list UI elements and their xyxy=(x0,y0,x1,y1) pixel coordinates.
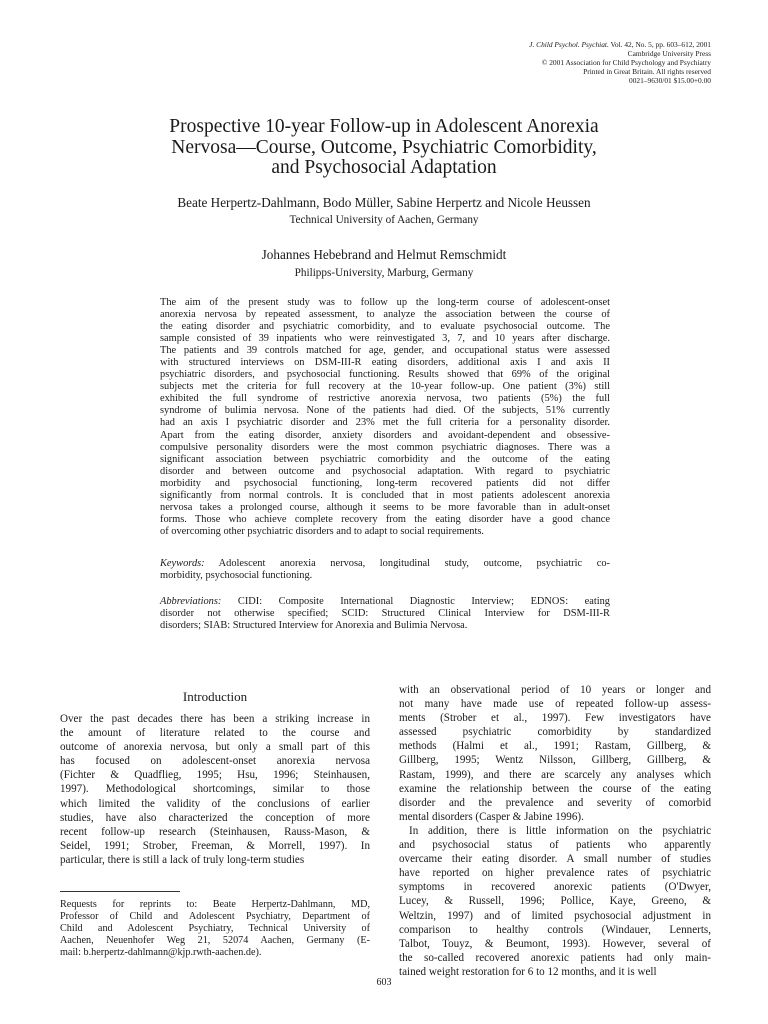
body-line: not many have made use of repeated follow-up assess- xyxy=(399,698,711,711)
body-line: and psychosocial status of patients who apparently xyxy=(399,839,711,852)
journal-citation-line xyxy=(391,40,711,49)
abbreviations-line xyxy=(160,596,610,608)
footnote-line: Child and Adolescent Psychiatry, Technical University of xyxy=(60,923,370,935)
abbreviations-line: disorder not otherwise specified; SCID: Structured Clinical Interview for DSM-III-R xyxy=(160,608,610,619)
page-number: 603 xyxy=(376,977,392,988)
abstract-line: sample consisted of 39 inpatients who were reinvestigated 3, 7, and 10 years after discharge. xyxy=(160,333,610,345)
body-column-right xyxy=(399,683,711,979)
footnote-rule xyxy=(60,891,180,892)
body-line: disorder and the prevalence and severity of comorbid xyxy=(399,796,711,809)
body-line: Seidel, 1991; Strober, Freeman, & Morrell, 1997). In xyxy=(60,839,370,852)
body-line: Rastam, 1999), and there are scarcely any analyses which xyxy=(399,768,711,781)
abstract-line: anorexia nervosa by repeated assessment, to analyze the association between the course of xyxy=(160,309,610,321)
abstract-line: Apart from the eating disorder, anxiety disorders and avoidant-dependent and obsessive- xyxy=(160,429,610,441)
abstract-line: had an axis I psychiatric disorder and 23% met the full criteria for a personality disorder. xyxy=(160,417,610,429)
body-column-left xyxy=(60,712,370,867)
body-line: have reported on higher prevalence rates of psychiatric xyxy=(399,867,711,880)
body-line: assessed psychiatric comorbidity by standardized xyxy=(399,726,711,739)
footnote-line: mail: b.herpertz-dahlmann@kjp.rwth-aachen.de). xyxy=(60,947,262,959)
body-line: with an observational period of 10 years or longer and xyxy=(399,684,711,696)
abstract-line: syndrome of bulimia nervosa. None of the patients had died. Of the subjects, 51% currently xyxy=(160,405,610,417)
abstract xyxy=(160,297,610,538)
abstract-line: disorder and between outcome and psychosocial adaptation. With regard to psychiatric xyxy=(160,465,610,477)
abstract-line: morbidity and psychosocial functioning, long-term recovered patients did not differ xyxy=(160,477,610,489)
footnote xyxy=(60,899,370,959)
abbreviations-text: CIDI: Composite International Diagnostic Interview; EDNOS: eating xyxy=(221,596,610,607)
abbreviations xyxy=(160,596,610,632)
body-line: tained weight restoration for 6 to 12 months, and it is well xyxy=(399,965,657,978)
body-line: overcame their eating disorder. A small number of studies xyxy=(399,853,711,866)
body-line: the amount of literature related to the course and xyxy=(60,727,370,740)
copyright: © 2001 Association for Child Psychology and Psychiatry xyxy=(541,58,711,67)
abstract-line: The aim of the present study was to follow up the long-term course of adolescent-onset xyxy=(160,297,610,308)
printed-note: Printed in Great Britain. All rights reserved xyxy=(583,67,711,76)
author-list-2: Johannes Hebebrand and Helmut Remschmidt xyxy=(261,247,507,262)
keywords-text: Adolescent anorexia nervosa, longitudinal study, outcome, psychiatric co- xyxy=(204,558,610,569)
body-line: mental disorders (Casper & Jabine 1996). xyxy=(399,810,584,823)
footnote-line: Requests for reprints to: Beate Herpertz-Dahlmann, MD, xyxy=(60,899,370,910)
journal-header xyxy=(391,40,711,85)
keywords xyxy=(160,558,610,582)
body-line: the so-called recovered anorexic patients had only main- xyxy=(399,951,711,964)
section-heading-introduction: Introduction xyxy=(182,689,248,704)
body-line: Lucey, & Russell, 1996; Pollice, Kaye, Greeno, & xyxy=(399,895,711,908)
body-line: particular, there is still a lack of truly long-term studies xyxy=(60,853,305,866)
body-line: outcome of anorexia nervosa, but only a small part of this xyxy=(60,741,370,754)
abstract-line: significantly from normal controls. It is concluded that in most patients adolescent anorexia xyxy=(160,489,610,501)
abstract-line: compulsive personality disorders were the most common psychiatric diagnoses. There was a xyxy=(160,441,610,453)
abstract-line: The patients and 39 controls matched for age, gender, and occupational status were assessed xyxy=(160,345,610,357)
journal-name: J. Child Psychol. Psychiat. xyxy=(529,40,609,49)
abbreviations-label: Abbreviations: xyxy=(160,596,222,607)
body-line: which limited the validity of the conclusions of earlier xyxy=(60,797,370,810)
author-list-1: Beate Herpertz-Dahlmann, Bodo Müller, Sabine Herpertz and Nicole Heussen xyxy=(177,195,591,210)
issn: 0021–9630/01 $15.00+0.00 xyxy=(629,76,711,85)
abstract-line: significant association between psychiatric comorbidity and the outcome of the eating xyxy=(160,453,610,465)
body-line: Over the past decades there has been a striking increase in xyxy=(60,713,370,725)
publisher: Cambridge University Press xyxy=(627,49,711,58)
title-line: and Psychosocial Adaptation xyxy=(271,157,497,178)
body-line: In addition, there is little information on the psychiatric xyxy=(409,824,711,837)
footnote-line: Professor of Child and Adolescent Psychiatry, Department of xyxy=(60,911,370,923)
affiliation-1: Technical University of Aachen, Germany xyxy=(289,214,479,226)
abbreviations-line: disorders; SIAB: Structured Interview for Anorexia and Bulimia Nervosa. xyxy=(160,620,468,631)
abstract-line: of overcoming other psychiatric disorders and to adapt to social requirements. xyxy=(160,525,485,537)
keywords-label: Keywords: xyxy=(160,558,205,569)
affiliation-2: Philipps-University, Marburg, Germany xyxy=(294,267,474,279)
title-line: Nervosa—Course, Outcome, Psychiatric Comorbidity, xyxy=(171,136,597,158)
paper-title xyxy=(90,117,678,179)
body-line: (Fichter & Quadflieg, 1995; Hsu, 1996; Steinhausen, xyxy=(60,769,370,782)
body-line: studies, have also characterized the conception of more xyxy=(60,811,370,824)
abstract-line: nervosa takes a prolonged course, although it seems to be more favorable than in adult-onset xyxy=(160,501,610,513)
abstract-line: exhibited the full syndrome of restrictive anorexia nervosa, two patients (5%) the full xyxy=(160,393,610,405)
abstract-line: subjects met the criteria for full recovery at the 10-year follow-up. One patient (3%) still xyxy=(160,381,610,393)
body-line: methods (Halmi et al., 1991; Rastam, Gillberg, & xyxy=(399,740,711,753)
abstract-line: with structured interviews on DSM-III-R eating disorders, additional axis I and axis II xyxy=(160,357,610,369)
keywords-line xyxy=(160,558,610,570)
body-line: recent follow-up research (Steinhausen, Rauss-Mason, & xyxy=(60,825,370,838)
body-line: 1997). Methodological shortcomings, similar to those xyxy=(60,783,370,796)
abstract-line: forms. Those who achieve complete recovery from the eating disorder have a good chance xyxy=(160,513,610,525)
body-line: Weltzin, 1997) and of limited psychosocial adjustment in xyxy=(399,909,711,922)
body-line: symptoms in recovered anorexic patients (O'Dwyer, xyxy=(399,881,711,894)
body-line: Talbot, Touyz, & Beumont, 1993). However, several of xyxy=(399,937,711,950)
body-line: ments (Strober et al., 1997). Few investigators have xyxy=(399,712,711,725)
body-line: Gillberg, 1995; Wentz Nilsson, Gillberg, Gillberg, & xyxy=(399,754,711,767)
abstract-line: the eating disorder and psychiatric comorbidity, and to evaluate psychosocial outcome. The xyxy=(160,321,610,333)
body-line: examine the relationship between the course of the eating xyxy=(399,782,711,795)
keywords-line: morbidity, psychosocial functioning. xyxy=(160,570,313,581)
title-line: Prospective 10-year Follow-up in Adolescent Anorexia xyxy=(169,116,599,137)
journal-volume: Vol. 42, No. 5, pp. 603–612, 2001 xyxy=(608,40,711,49)
body-line: comparison to healthy controls (Windauer, Lennerts, xyxy=(399,923,711,936)
footnote-line: Aachen, Neuenhofer Weg 21, 52074 Aachen, Germany (E- xyxy=(60,935,370,947)
body-line: has focused on adolescent-onset anorexia nervosa xyxy=(60,755,370,768)
abstract-line: psychiatric disorders, and psychosocial functioning. Results showed that 69% of the original xyxy=(160,369,610,381)
